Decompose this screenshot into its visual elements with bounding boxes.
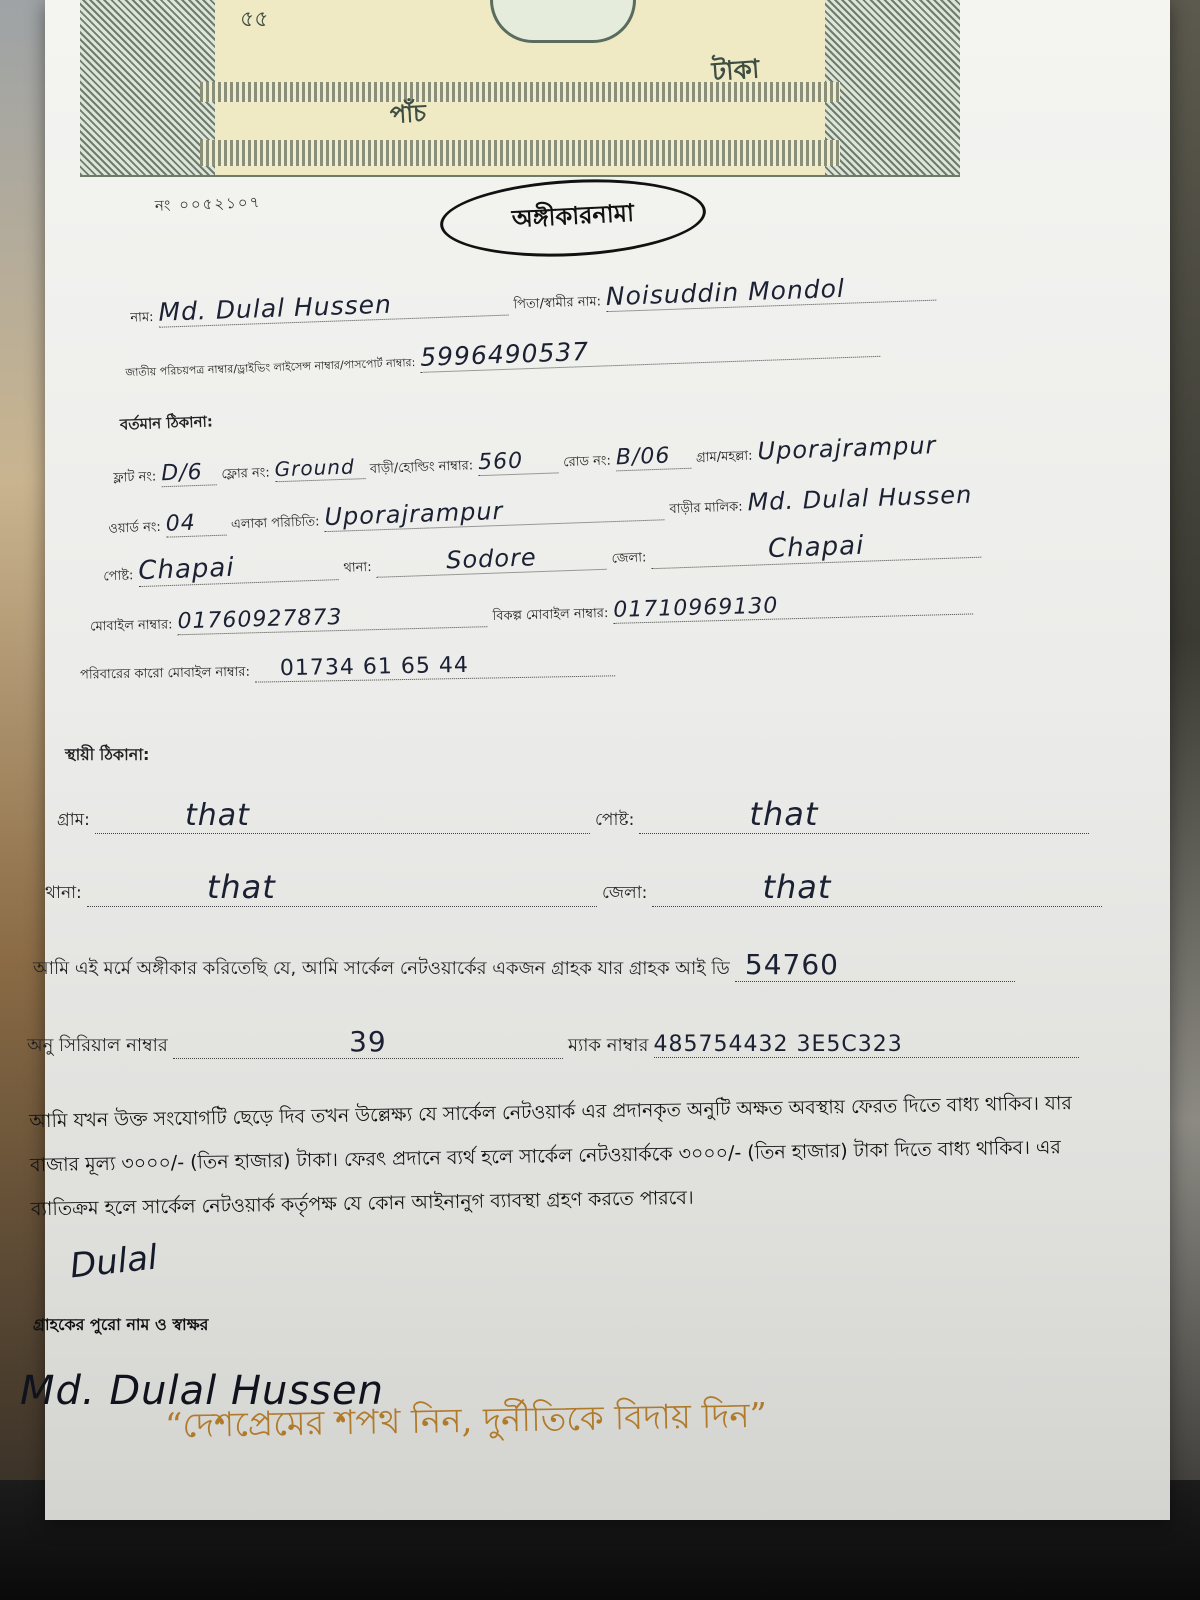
- stamp-top-mark: ৫৫: [240, 7, 269, 32]
- signature-label: গ্রাহকের পুরো নাম ও স্বাক্ষর: [33, 1315, 209, 1334]
- road-value: B/06: [615, 443, 691, 472]
- agreement-paragraph: আমি যখন উক্ত সংযোগটি ছেড়ে দিব তখন উল্লেক্ষ্য যে সার্কেল নেটওয়ার্ক এর প্রদানকৃত অনুটি অক্ষত অবস্থায় ফেরত দিতে বাধ্য থাকিব। যার বাজার মূল্য ৩০০০/- (তিন হাজার) টাকা। ফেরৎ প্রদানে ব্যর্থ হলে সার্কেল নেটওয়ার্ককে ৩০০০/- (তিন হাজার) টাকা দিতে বাধ্য থাকিব। এর ব্যাতিক্রম হলে সার্কেল নেটওয়ার্ক কর্তৃপক্ষ যে কোন আইনানুগ ব্যাবস্থা গ্রহণ করতে পারবে।: [29, 1092, 1073, 1221]
- permanent-thana-value: that: [87, 868, 597, 907]
- flat-label: ফ্লাট নং:: [113, 469, 157, 486]
- permanent-district-value: that: [652, 868, 1102, 907]
- father-name-value: Noisuddin Mondol: [605, 271, 936, 312]
- floor-value: Ground: [274, 454, 365, 482]
- permanent-post-value: that: [639, 795, 1089, 834]
- house-value: 560: [478, 447, 559, 476]
- post-label: পোষ্ট:: [103, 568, 134, 585]
- government-emblem-icon: [490, 0, 636, 43]
- stamp-paper-document: [20, 0, 1170, 1520]
- nid-label: জাতীয় পরিচয়পত্র নাম্বার/ড্রাইভিং লাইসেন্স নাম্বার/পাসপোর্ট নাম্বার:: [125, 356, 416, 380]
- stamp-band-lower: [200, 140, 840, 166]
- serial-number: নং ০০৫২১০৭: [154, 193, 262, 215]
- area-label: এলাকা পরিচিতি:: [230, 514, 320, 533]
- onu-mac-row: [27, 1025, 1079, 1062]
- mac-number-value: 485754432 3E5C323: [654, 1032, 1079, 1058]
- stamp-word-taka: টাকা: [710, 54, 761, 88]
- stamp-guilloche-left: [80, 0, 215, 175]
- permanent-address-heading: স্থায়ী ঠিকানা:: [65, 745, 150, 764]
- client-id-value: 54760: [735, 948, 1015, 982]
- district-label: জেলা:: [611, 550, 647, 567]
- permanent-thana-label: থানা:: [45, 883, 82, 903]
- stamp-guilloche-right: [825, 0, 960, 175]
- permanent-village-label: গ্রাম:: [57, 810, 90, 830]
- name-label: নাম:: [130, 309, 154, 326]
- revenue-stamp-banner: [80, 0, 960, 177]
- stamp-word-panch: পাঁচ: [389, 99, 427, 129]
- owner-label: বাড়ীর মালিক:: [669, 499, 743, 518]
- mobile-label: মোবাইল নাম্বার:: [90, 617, 173, 635]
- client-id-row: [33, 948, 1015, 985]
- name-value: Md. Dulal Hussen: [158, 286, 509, 328]
- present-address-heading: বর্তমান ঠিকানা:: [119, 412, 214, 434]
- nid-row: [125, 327, 881, 383]
- permanent-thana-row: [45, 868, 1102, 908]
- family-mobile-label: পরিবারের কারো মোবাইল নাম্বার:: [79, 664, 251, 683]
- anti-corruption-slogan: “দেশপ্রেমের শপথ নিন, দুর্নীতিকে বিদায় দিন”: [164, 1395, 768, 1447]
- thana-label: থানা:: [343, 559, 372, 576]
- mobile-row: [90, 588, 974, 638]
- post-value: Chapai: [138, 549, 339, 587]
- village-value: Uporajrampur: [757, 431, 937, 466]
- permanent-post-label: পোষ্ট:: [595, 810, 635, 830]
- onu-serial-value: 39: [173, 1025, 563, 1059]
- flat-row: [113, 430, 968, 490]
- flat-value: D/6: [161, 459, 217, 487]
- permanent-village-row: [57, 795, 1089, 835]
- alt-mobile-label: বিকল্প মোবাইল নাম্বার:: [492, 605, 609, 625]
- ward-label: ওয়ার্ড নং:: [108, 519, 162, 537]
- family-mobile-value: 01734 61 65 44: [255, 650, 615, 682]
- permanent-village-value: that: [95, 798, 590, 834]
- customer-signature: Dulal: [68, 1237, 160, 1287]
- floor-label: ফ্লোর নং:: [221, 465, 270, 483]
- village-label: গ্রাম/মহল্লা:: [695, 448, 753, 466]
- owner-value: Md. Dulal Hussen: [747, 480, 973, 517]
- father-name-label: পিতা/স্বামীর নাম:: [513, 294, 602, 313]
- ward-value: 04: [165, 510, 226, 538]
- district-value: Chapai: [651, 527, 982, 569]
- mobile-value: 01760927873: [177, 601, 488, 635]
- permanent-district-label: জেলা:: [601, 883, 648, 903]
- client-id-sentence: আমি এই মর্মে অঙ্গীকার করিতেছি যে, আমি সার্কেল নেটওয়ার্কের একজন গ্রাহক যার গ্রাহক আই ডি: [33, 958, 730, 979]
- document-title: অঙ্গীকারনামা: [438, 173, 708, 263]
- mac-number-label: ম্যাক নাম্বার: [567, 1035, 649, 1056]
- road-label: রোড নং:: [563, 453, 612, 471]
- thana-value: Sodore: [376, 541, 607, 578]
- nid-value: 5996490537: [420, 327, 881, 373]
- house-label: বাড়ী/হোল্ডিং নাম্বার:: [369, 458, 474, 477]
- area-value: Uporajrampur: [324, 491, 665, 532]
- customer-full-name-handwritten: Md. Dulal Hussen: [20, 1368, 385, 1414]
- name-row: [130, 265, 1090, 329]
- family-mobile-row: [80, 650, 615, 686]
- alt-mobile-value: 01710969130: [613, 588, 974, 623]
- onu-serial-label: অনু সিরিয়াল নাম্বার: [27, 1035, 168, 1056]
